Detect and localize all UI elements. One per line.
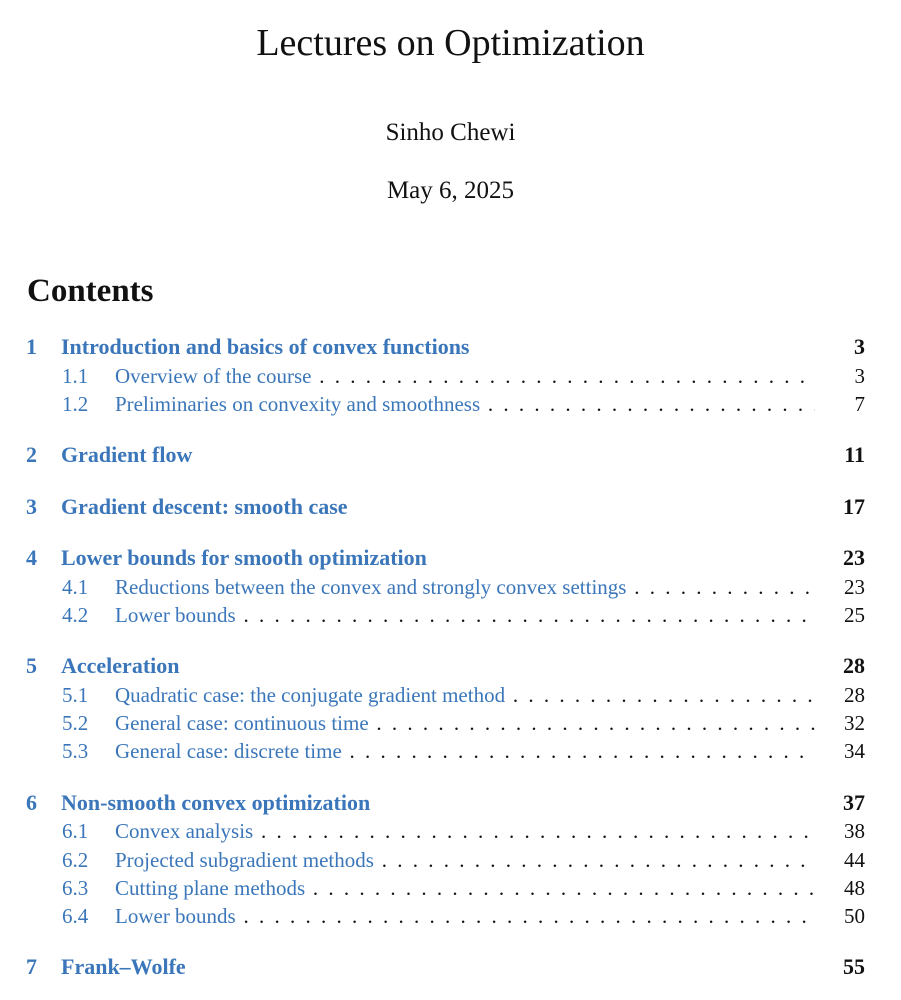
section-number[interactable]: 5.3 <box>62 739 89 763</box>
chapter-title-link[interactable]: Non-smooth convex optimization <box>61 790 371 815</box>
chapter-title-link[interactable]: Gradient flow <box>61 442 193 467</box>
contents-heading: Contents <box>27 273 154 309</box>
section-title-link[interactable]: Reductions between the convex and strongly convex settings <box>115 575 627 599</box>
chapter-page-number: 55 <box>843 954 865 979</box>
chapter-title-link[interactable]: Lower bounds for smooth optimization <box>61 545 427 570</box>
section-title-link[interactable]: Preliminaries on convexity and smoothness <box>115 392 481 416</box>
section-title-link[interactable]: Quadratic case: the conjugate gradient method <box>115 683 506 707</box>
chapter-number[interactable]: 2 <box>26 442 37 467</box>
chapter-title-link[interactable]: Acceleration <box>61 653 180 678</box>
section-title-link[interactable]: Overview of the course <box>115 364 312 388</box>
toc-section-1-2[interactable] <box>0 390 901 418</box>
section-number[interactable]: 1.1 <box>62 364 89 388</box>
section-page-number: 28 <box>844 683 865 707</box>
toc-section-1-1[interactable] <box>0 362 901 390</box>
chapter-title-link[interactable]: Introduction and basics of convex functions <box>61 334 470 359</box>
section-page-number: 25 <box>844 603 865 627</box>
toc-section-4-2[interactable] <box>0 601 901 629</box>
toc-chapter-7[interactable] <box>0 953 901 981</box>
chapter-page-number: 11 <box>844 442 865 467</box>
section-page-number: 50 <box>844 904 865 928</box>
section-page-number: 23 <box>844 575 865 599</box>
section-number[interactable]: 6.4 <box>62 904 89 928</box>
document-date: May 6, 2025 <box>386 177 515 204</box>
section-number[interactable]: 6.3 <box>62 876 89 900</box>
section-title-link[interactable]: Lower bounds <box>115 603 236 627</box>
section-title-link[interactable]: Projected subgradient methods <box>115 848 374 872</box>
section-page-number: 34 <box>844 739 865 763</box>
toc-chapter-5[interactable] <box>0 652 901 680</box>
toc-chapter-4[interactable] <box>0 544 901 572</box>
chapter-page-number: 17 <box>843 494 865 519</box>
section-page-number: 48 <box>844 876 865 900</box>
toc-section-5-3[interactable] <box>0 737 901 765</box>
chapter-title-link[interactable]: Frank–Wolfe <box>61 954 186 979</box>
section-title-link[interactable]: General case: continuous time <box>115 711 369 735</box>
chapter-page-number: 37 <box>843 790 865 815</box>
section-number[interactable]: 4.2 <box>62 603 89 627</box>
chapter-title-link[interactable]: Gradient descent: smooth case <box>61 494 348 519</box>
toc-section-6-1[interactable] <box>0 817 901 845</box>
toc-chapter-2[interactable] <box>0 441 901 469</box>
section-number[interactable]: 1.2 <box>62 392 89 416</box>
author-name: Sinho Chewi <box>385 119 516 146</box>
section-number[interactable]: 6.2 <box>62 848 89 872</box>
toc-section-5-1[interactable] <box>0 681 901 709</box>
chapter-page-number: 23 <box>843 545 865 570</box>
chapter-number[interactable]: 7 <box>26 954 37 979</box>
chapter-number[interactable]: 3 <box>26 494 37 519</box>
chapter-page-number: 28 <box>843 653 865 678</box>
toc-chapter-6[interactable] <box>0 789 901 817</box>
chapter-number[interactable]: 1 <box>26 334 37 359</box>
section-title-link[interactable]: Lower bounds <box>115 904 236 928</box>
section-title-link[interactable]: Cutting plane methods <box>115 876 306 900</box>
section-number[interactable]: 5.1 <box>62 683 89 707</box>
toc-section-4-1[interactable] <box>0 573 901 601</box>
section-title-link[interactable]: Convex analysis <box>115 819 254 843</box>
section-page-number: 44 <box>844 848 865 872</box>
section-page-number: 7 <box>854 392 865 416</box>
chapter-page-number: 3 <box>854 334 865 359</box>
section-number[interactable]: 4.1 <box>62 575 89 599</box>
toc-chapter-3[interactable] <box>0 493 901 521</box>
document-title: Lectures on Optimization <box>256 22 645 64</box>
toc-chapter-1[interactable] <box>0 333 901 361</box>
section-number[interactable]: 5.2 <box>62 711 89 735</box>
chapter-number[interactable]: 6 <box>26 790 37 815</box>
section-page-number: 32 <box>844 711 865 735</box>
toc-section-6-3[interactable] <box>0 874 901 902</box>
section-page-number: 3 <box>854 364 865 388</box>
toc-section-6-4[interactable] <box>0 902 901 930</box>
section-title-link[interactable]: General case: discrete time <box>115 739 342 763</box>
chapter-number[interactable]: 4 <box>26 545 37 570</box>
toc-section-5-2[interactable] <box>0 709 901 737</box>
toc-section-6-2[interactable] <box>0 846 901 874</box>
chapter-number[interactable]: 5 <box>26 653 37 678</box>
section-page-number: 38 <box>844 819 865 843</box>
section-number[interactable]: 6.1 <box>62 819 89 843</box>
